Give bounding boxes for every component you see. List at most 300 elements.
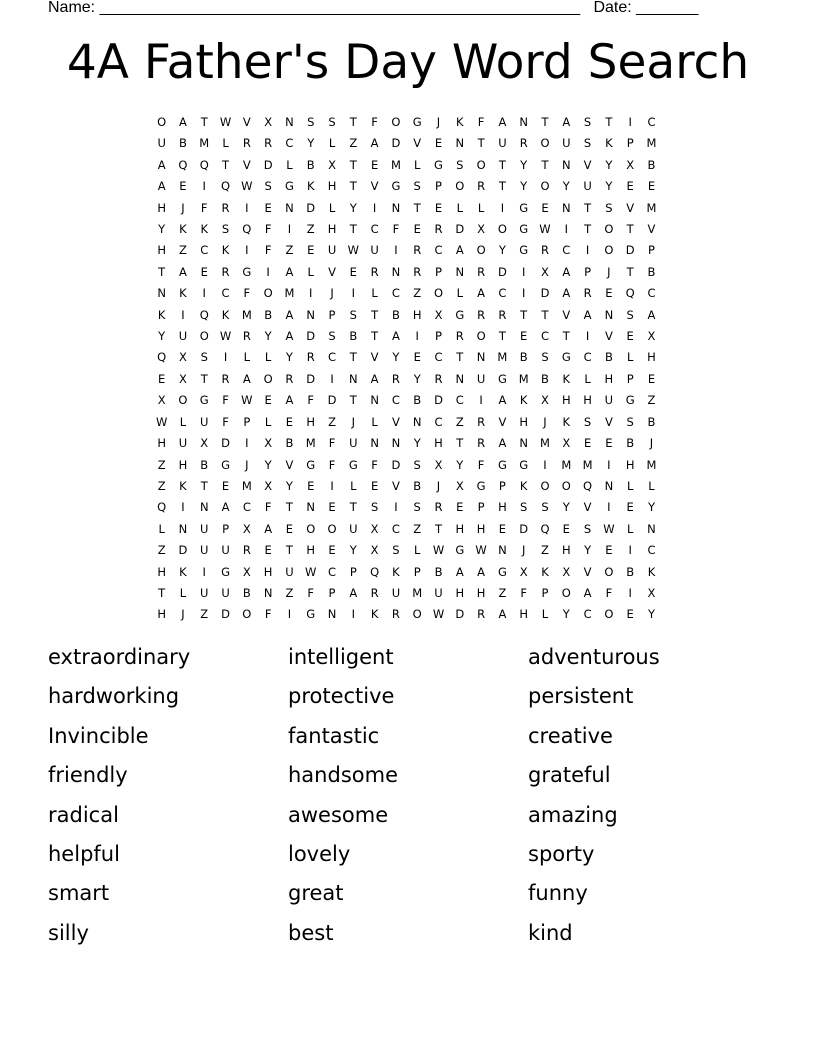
- grid-letter: P: [498, 478, 506, 493]
- grid-letter: U: [604, 393, 614, 408]
- grid-letter: L: [328, 200, 336, 215]
- grid-letter: K: [519, 478, 528, 493]
- grid-letter: O: [199, 329, 209, 344]
- grid-letter: R: [413, 243, 422, 258]
- grid-letter: N: [327, 607, 337, 622]
- grid-letter: D: [221, 436, 230, 451]
- grid-letter: Y: [647, 607, 655, 622]
- grid-letter: R: [413, 264, 422, 279]
- grid-letter: A: [455, 564, 464, 579]
- grid-letter: M: [412, 585, 423, 600]
- grid-letter: R: [477, 264, 486, 279]
- grid-letter: A: [221, 500, 230, 515]
- grid-letter: I: [628, 115, 632, 129]
- grid-letter: E: [541, 200, 549, 215]
- grid-letter: N: [306, 500, 316, 515]
- word-list-item: handsome: [288, 763, 398, 788]
- grid-letter: U: [562, 136, 571, 151]
- grid-letter: O: [455, 179, 465, 194]
- grid-letter: T: [349, 350, 357, 365]
- grid-letter: S: [456, 157, 464, 172]
- word-list-item: smart: [48, 881, 110, 906]
- grid-letter: O: [242, 607, 252, 622]
- grid-letter: C: [455, 393, 464, 408]
- grid-letter: N: [647, 521, 656, 536]
- grid-letter: A: [583, 307, 592, 322]
- grid-letter: E: [413, 222, 421, 237]
- grid-letter: C: [200, 243, 209, 258]
- grid-letter: R: [477, 179, 486, 194]
- grid-letter: L: [222, 136, 229, 151]
- grid-letter: K: [179, 286, 187, 301]
- grid-letter: B: [604, 350, 613, 365]
- grid-letter: D: [306, 329, 316, 344]
- grid-letter: E: [605, 286, 613, 301]
- grid-letter: G: [434, 157, 443, 172]
- grid-letter: Z: [498, 585, 507, 600]
- grid-letter: C: [647, 115, 656, 129]
- grid-letter: N: [476, 350, 486, 365]
- grid-letter: C: [647, 286, 656, 301]
- grid-letter: E: [158, 371, 166, 386]
- grid-letter: O: [306, 521, 316, 536]
- grid-letter: H: [412, 307, 422, 322]
- grid-letter: W: [155, 414, 168, 429]
- grid-letter: L: [179, 585, 187, 600]
- grid-letter: V: [647, 222, 656, 237]
- grid-letter: K: [221, 307, 230, 322]
- grid-letter: D: [178, 543, 188, 558]
- word-list-item: funny: [528, 881, 588, 906]
- grid-letter: Y: [562, 500, 570, 515]
- grid-letter: C: [583, 350, 592, 365]
- grid-letter: N: [285, 115, 294, 129]
- grid-letter: S: [583, 521, 592, 536]
- grid-letter: B: [647, 157, 656, 172]
- grid-letter: Y: [584, 543, 592, 558]
- word-list-item: silly: [48, 920, 89, 945]
- grid-letter: P: [222, 521, 229, 536]
- grid-letter: N: [561, 200, 571, 215]
- grid-letter: R: [477, 414, 486, 429]
- grid-letter: U: [200, 521, 209, 536]
- grid-letter: Z: [179, 243, 187, 258]
- grid-letter: L: [626, 521, 634, 536]
- grid-letter: Y: [413, 436, 421, 451]
- grid-letter: L: [179, 414, 187, 429]
- grid-letter: S: [328, 115, 336, 129]
- grid-letter: A: [562, 264, 571, 279]
- grid-letter: H: [327, 222, 337, 237]
- grid-letter: A: [562, 286, 571, 301]
- grid-letter: E: [605, 436, 613, 451]
- grid-letter: N: [199, 500, 209, 515]
- grid-letter: R: [306, 350, 315, 365]
- grid-letter: A: [498, 393, 507, 408]
- grid-letter: P: [648, 243, 655, 258]
- grid-letter: B: [519, 350, 528, 365]
- grid-letter: G: [199, 393, 209, 408]
- grid-letter: P: [328, 585, 336, 600]
- grid-letter: F: [264, 500, 272, 515]
- grid-letter: M: [284, 286, 295, 301]
- grid-letter: K: [519, 393, 528, 408]
- grid-letter: H: [157, 436, 166, 451]
- grid-letter: U: [498, 136, 507, 151]
- grid-letter: A: [391, 329, 400, 344]
- grid-letter: A: [179, 115, 187, 129]
- grid-letter: T: [477, 136, 485, 151]
- grid-letter: A: [455, 243, 464, 258]
- grid-letter: L: [648, 478, 655, 493]
- grid-letter: C: [391, 521, 400, 536]
- grid-letter: J: [181, 200, 185, 215]
- grid-letter: I: [372, 200, 377, 215]
- grid-letter: I: [607, 457, 611, 472]
- grid-letter: R: [498, 307, 507, 322]
- grid-letter: J: [245, 457, 249, 472]
- grid-letter: R: [370, 264, 379, 279]
- grid-letter: U: [327, 243, 337, 258]
- grid-letter: V: [328, 264, 336, 279]
- grid-letter: E: [626, 179, 634, 194]
- grid-letter: X: [455, 478, 464, 493]
- grid-letter: V: [370, 179, 379, 194]
- grid-letter: I: [543, 457, 547, 472]
- grid-letter: C: [540, 329, 549, 344]
- grid-letter: A: [264, 521, 273, 536]
- word-list-item: Invincible: [48, 723, 149, 748]
- grid-letter: I: [266, 264, 270, 279]
- grid-letter: B: [264, 307, 273, 322]
- grid-letter: T: [456, 350, 464, 365]
- grid-letter: K: [179, 564, 187, 579]
- grid-letter: Y: [605, 157, 613, 172]
- grid-letter: Y: [285, 350, 293, 365]
- grid-letter: O: [391, 115, 401, 129]
- grid-letter: S: [392, 543, 400, 558]
- grid-letter: I: [628, 543, 632, 558]
- grid-letter: X: [200, 436, 209, 451]
- grid-letter: M: [199, 136, 210, 151]
- grid-letter: I: [330, 478, 334, 493]
- grid-letter: K: [179, 222, 187, 237]
- grid-letter: R: [477, 307, 486, 322]
- grid-letter: U: [221, 543, 230, 558]
- grid-letter: H: [434, 436, 443, 451]
- grid-letter: B: [413, 478, 422, 493]
- grid-letter: K: [456, 115, 464, 129]
- grid-letter: B: [434, 564, 443, 579]
- grid-letter: A: [498, 607, 507, 622]
- grid-letter: Z: [541, 543, 549, 558]
- grid-letter: C: [391, 286, 400, 301]
- grid-letter: K: [562, 371, 571, 386]
- grid-letter: S: [413, 457, 421, 472]
- grid-letter: D: [625, 243, 635, 258]
- grid-letter: K: [647, 564, 656, 579]
- grid-letter: E: [200, 264, 208, 279]
- grid-letter: H: [519, 414, 529, 429]
- grid-letter: D: [263, 157, 273, 172]
- grid-letter: V: [391, 478, 400, 493]
- grid-letter: Y: [562, 179, 570, 194]
- grid-letter: A: [583, 585, 592, 600]
- grid-letter: G: [284, 179, 294, 194]
- grid-letter: Y: [605, 179, 613, 194]
- grid-letter: I: [585, 329, 590, 344]
- grid-letter: I: [628, 585, 632, 600]
- grid-letter: F: [477, 457, 485, 472]
- grid-letter: A: [370, 136, 379, 151]
- grid-letter: P: [541, 585, 549, 600]
- grid-letter: D: [391, 457, 401, 472]
- grid-letter: M: [646, 200, 657, 215]
- grid-letter: J: [607, 264, 611, 279]
- grid-letter: G: [519, 457, 529, 472]
- grid-letter: U: [200, 414, 209, 429]
- grid-letter: V: [583, 500, 592, 515]
- grid-letter: Y: [520, 157, 528, 172]
- grid-letter: H: [455, 521, 465, 536]
- grid-letter: I: [521, 286, 526, 301]
- grid-letter: O: [263, 286, 273, 301]
- grid-letter: F: [222, 414, 229, 429]
- grid-letter: S: [370, 500, 379, 515]
- grid-letter: A: [477, 286, 486, 301]
- grid-letter: I: [564, 222, 568, 237]
- grid-letter: V: [604, 414, 613, 429]
- grid-letter: F: [328, 436, 336, 451]
- grid-letter: I: [330, 371, 334, 386]
- grid-letter: L: [456, 286, 464, 301]
- grid-letter: X: [562, 564, 571, 579]
- grid-letter: H: [157, 243, 166, 258]
- grid-letter: E: [307, 478, 315, 493]
- grid-letter: I: [181, 307, 185, 322]
- grid-letter: O: [604, 243, 614, 258]
- grid-letter: I: [202, 179, 206, 194]
- grid-letter: P: [626, 371, 634, 386]
- grid-letter: R: [264, 136, 273, 151]
- grid-letter: M: [305, 436, 316, 451]
- grid-letter: G: [519, 243, 529, 258]
- word-list-item: best: [288, 920, 334, 945]
- grid-letter: S: [541, 500, 549, 515]
- grid-letter: R: [477, 436, 486, 451]
- grid-letter: R: [391, 607, 400, 622]
- grid-letter: A: [157, 179, 166, 194]
- grid-letter: X: [157, 393, 166, 408]
- grid-letter: K: [392, 564, 400, 579]
- grid-letter: G: [455, 307, 465, 322]
- grid-letter: G: [391, 179, 401, 194]
- grid-letter: S: [264, 179, 272, 194]
- grid-letter: L: [456, 200, 464, 215]
- grid-letter: N: [455, 264, 465, 279]
- grid-letter: D: [455, 607, 465, 622]
- grid-letter: O: [497, 222, 507, 237]
- grid-letter: G: [519, 222, 529, 237]
- grid-letter: T: [349, 393, 357, 408]
- grid-letter: V: [562, 307, 571, 322]
- grid-letter: U: [157, 136, 166, 151]
- grid-letter: R: [391, 371, 400, 386]
- grid-letter: E: [520, 329, 528, 344]
- grid-letter: A: [285, 307, 294, 322]
- grid-letter: B: [541, 371, 549, 386]
- grid-letter: C: [583, 607, 592, 622]
- grid-letter: Q: [157, 500, 167, 515]
- grid-letter: F: [520, 585, 527, 600]
- grid-letter: J: [543, 414, 547, 429]
- grid-letter: T: [498, 329, 506, 344]
- grid-letter: Q: [540, 521, 550, 536]
- grid-letter: C: [370, 222, 379, 237]
- grid-letter: X: [242, 521, 251, 536]
- grid-letter: U: [178, 329, 188, 344]
- grid-letter: B: [349, 329, 358, 344]
- grid-letter: L: [626, 478, 634, 493]
- grid-letter: T: [626, 222, 634, 237]
- grid-letter: I: [585, 243, 590, 258]
- grid-letter: G: [497, 371, 507, 386]
- grid-letter: N: [519, 436, 528, 451]
- grid-letter: G: [476, 478, 486, 493]
- grid-letter: W: [241, 393, 253, 408]
- grid-letter: Z: [647, 393, 656, 408]
- grid-letter: W: [432, 543, 445, 558]
- grid-letter: Q: [221, 179, 231, 194]
- grid-letter: U: [476, 371, 486, 386]
- grid-letter: Q: [625, 286, 635, 301]
- grid-letter: A: [498, 436, 507, 451]
- grid-letter: K: [157, 307, 166, 322]
- grid-letter: A: [285, 393, 294, 408]
- grid-letter: M: [540, 436, 550, 451]
- grid-letter: M: [646, 457, 657, 472]
- grid-letter: H: [583, 393, 592, 408]
- grid-letter: Q: [370, 564, 380, 579]
- grid-letter: H: [157, 200, 166, 215]
- grid-letter: U: [178, 436, 188, 451]
- grid-letter: P: [243, 414, 251, 429]
- grid-letter: S: [413, 179, 421, 194]
- grid-letter: P: [584, 264, 592, 279]
- grid-letter: V: [498, 414, 507, 429]
- grid-letter: X: [434, 457, 443, 472]
- grid-letter: Z: [349, 136, 358, 151]
- grid-letter: T: [200, 115, 208, 129]
- grid-letter: I: [394, 500, 398, 515]
- grid-letter: T: [413, 200, 421, 215]
- grid-letter: D: [391, 136, 401, 151]
- grid-letter: T: [200, 478, 208, 493]
- grid-letter: R: [221, 371, 230, 386]
- grid-letter: Y: [456, 457, 464, 472]
- grid-letter: T: [541, 115, 549, 129]
- grid-letter: I: [245, 200, 249, 215]
- grid-letter: K: [541, 564, 549, 579]
- grid-letter: Z: [285, 585, 294, 600]
- grid-letter: Z: [306, 222, 315, 237]
- name-date-header: [48, 0, 698, 17]
- word-list-item: amazing: [528, 802, 618, 827]
- grid-letter: E: [413, 350, 421, 365]
- word-list-item: friendly: [48, 763, 128, 788]
- name-label: Name:: [48, 0, 96, 16]
- grid-letter: N: [391, 436, 401, 451]
- grid-letter: Z: [413, 286, 422, 301]
- grid-letter: L: [414, 543, 421, 558]
- grid-letter: B: [391, 307, 400, 322]
- grid-letter: I: [351, 286, 356, 301]
- grid-letter: L: [264, 350, 272, 365]
- grid-letter: X: [179, 371, 187, 386]
- grid-letter: W: [347, 243, 359, 258]
- grid-letter: E: [583, 436, 592, 451]
- grid-letter: N: [285, 200, 294, 215]
- grid-letter: P: [328, 307, 336, 322]
- grid-letter: M: [241, 478, 252, 493]
- grid-letter: L: [626, 350, 634, 365]
- grid-letter: T: [285, 500, 293, 515]
- grid-letter: Q: [157, 350, 167, 365]
- grid-letter: D: [455, 222, 465, 237]
- grid-letter: F: [477, 115, 485, 129]
- grid-letter: R: [242, 543, 251, 558]
- grid-letter: T: [158, 264, 166, 279]
- grid-letter: O: [412, 607, 422, 622]
- grid-letter: H: [561, 543, 571, 558]
- grid-letter: D: [327, 393, 337, 408]
- grid-letter: O: [540, 478, 550, 493]
- grid-letter: A: [285, 264, 294, 279]
- grid-letter: E: [221, 478, 230, 493]
- word-list-item: fantastic: [288, 723, 380, 748]
- grid-letter: S: [328, 329, 336, 344]
- grid-letter: O: [561, 478, 571, 493]
- grid-letter: I: [245, 243, 249, 258]
- grid-letter: O: [433, 286, 444, 301]
- grid-letter: E: [626, 607, 634, 622]
- grid-letter: A: [477, 564, 486, 579]
- grid-letter: Y: [562, 607, 570, 622]
- grid-letter: W: [539, 222, 551, 237]
- grid-letter: T: [349, 115, 357, 129]
- grid-letter: N: [157, 286, 166, 301]
- grid-letter: Q: [199, 307, 209, 322]
- grid-letter: I: [223, 350, 228, 365]
- grid-letter: C: [242, 500, 251, 515]
- grid-letter: H: [306, 414, 316, 429]
- grid-letter: P: [435, 329, 442, 344]
- grid-letter: E: [562, 521, 570, 536]
- grid-letter: M: [561, 457, 572, 472]
- grid-letter: H: [498, 500, 507, 515]
- word-list-item: great: [288, 881, 344, 906]
- grid-letter: U: [285, 564, 294, 579]
- grid-letter: I: [287, 607, 292, 622]
- grid-letter: F: [264, 243, 272, 258]
- grid-letter: J: [351, 414, 356, 429]
- grid-letter: Y: [498, 243, 506, 258]
- grid-letter: A: [647, 307, 656, 322]
- grid-letter: U: [391, 585, 401, 600]
- grid-letter: F: [222, 393, 229, 408]
- grid-letter: O: [157, 115, 167, 129]
- grid-letter: H: [519, 607, 529, 622]
